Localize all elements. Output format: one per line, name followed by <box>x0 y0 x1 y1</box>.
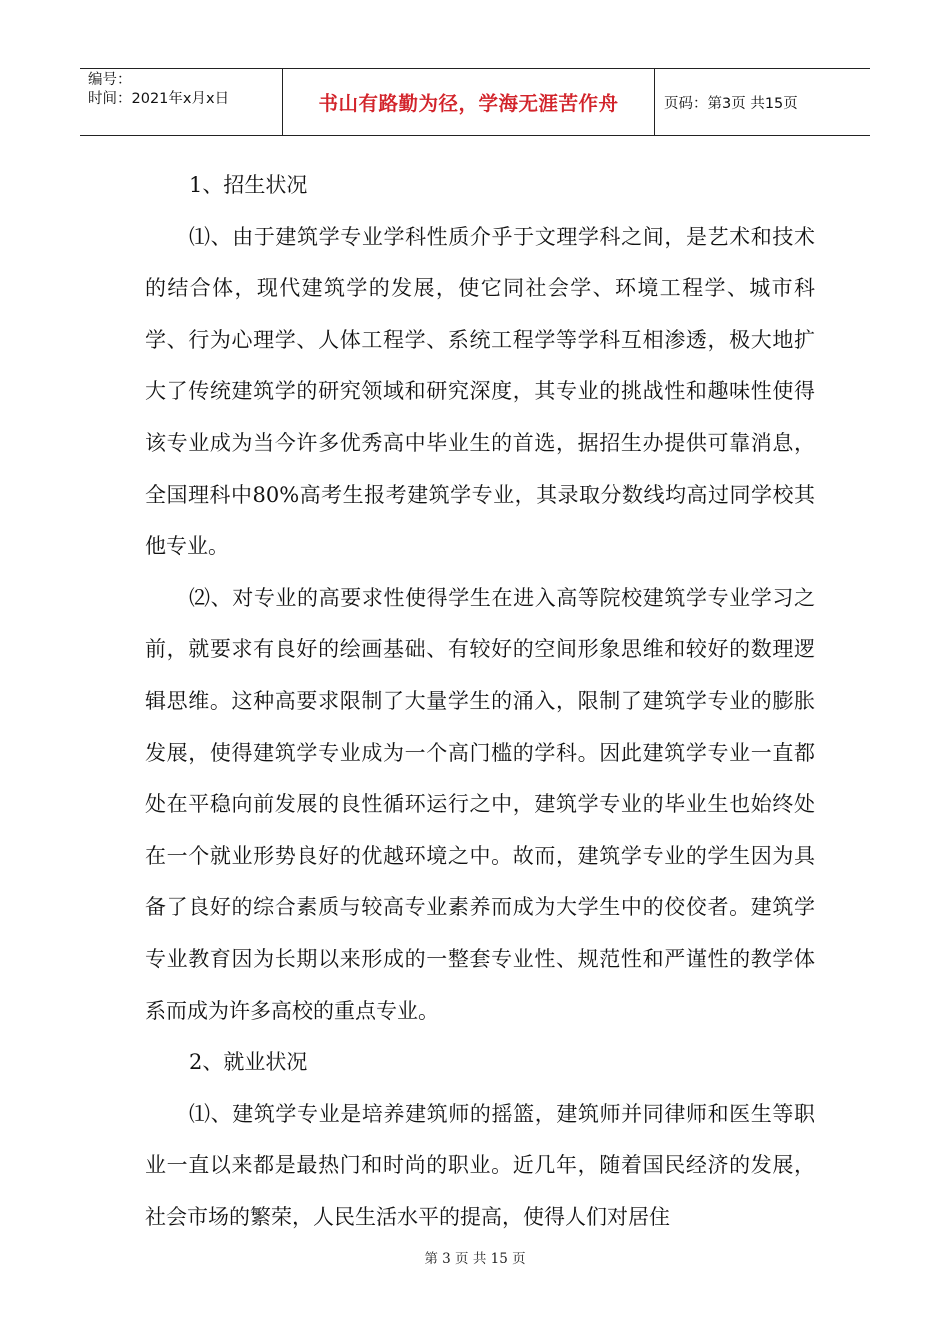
section-heading-enrollment: 1、招生状况 <box>189 173 308 197</box>
header-motto: 书山有路勤为径，学海无涯苦作舟 <box>318 92 619 115</box>
header-page-info: 页码：第3页 共15页 <box>664 95 798 112</box>
document-date: 时间：2021年x月x日 <box>88 91 230 107</box>
header-meta <box>80 69 283 135</box>
document-body <box>145 160 815 1243</box>
body-paragraph: ⑴、由于建筑学专业学科性质介乎于文理学科之间，是艺术和技术的结合体，现代建筑学的发展，使它同社会学、环境工程学、城市科学、行为心理学、人体工程学、系统工程学等学科互相渗透，极大地扩大了传统建筑学的研究领域和研究深度，其专业的挑战性和趣味性使得该专业成为当今许多优秀高中毕业生的首选，据招生办提供可靠消息，全国理科中80%高考生报考建筑学专业，其录取分数线均高过同学校其他专业。 <box>145 224 815 559</box>
body-paragraph: ⑵、对专业的高要求性使得学生在进入高等院校建筑学专业学习之前，就要求有良好的绘画基础、有较好的空间形象思维和较好的数理逻辑思维。这种高要求限制了大量学生的涌入，限制了建筑学专业的膨胀发展，使得建筑学专业成为一个高门槛的学科。因此建筑学专业一直都处在平稳向前发展的良性循环运行之中，建筑学专业的毕业生也始终处在一个就业形势良好的优越环境之中。故而，建筑学专业的学生因为具备了良好的综合素质与较高专业素养而成为大学生中的佼佼者。建筑学专业教育因为长期以来形成的一整套专业性、规范性和严谨性的教学体系而成为许多高校的重点专业。 <box>145 585 815 1023</box>
section-heading-employment: 2、就业状况 <box>189 1050 308 1075</box>
document-header <box>80 68 870 136</box>
document-number-label: 编号： <box>88 72 132 88</box>
body-paragraph: ⑴、建筑学专业是培养建筑师的摇篮，建筑师并同律师和医生等职业一直以来都是最热门和时尚的职业。近几年，随着国民经济的发展，社会市场的繁荣，人民生活水平的提高，使得人们对居住 <box>145 1101 815 1229</box>
page-footer: 第 3 页 共 15 页 <box>424 1251 526 1267</box>
header-motto-cell <box>283 69 655 135</box>
header-page-cell <box>655 69 870 135</box>
